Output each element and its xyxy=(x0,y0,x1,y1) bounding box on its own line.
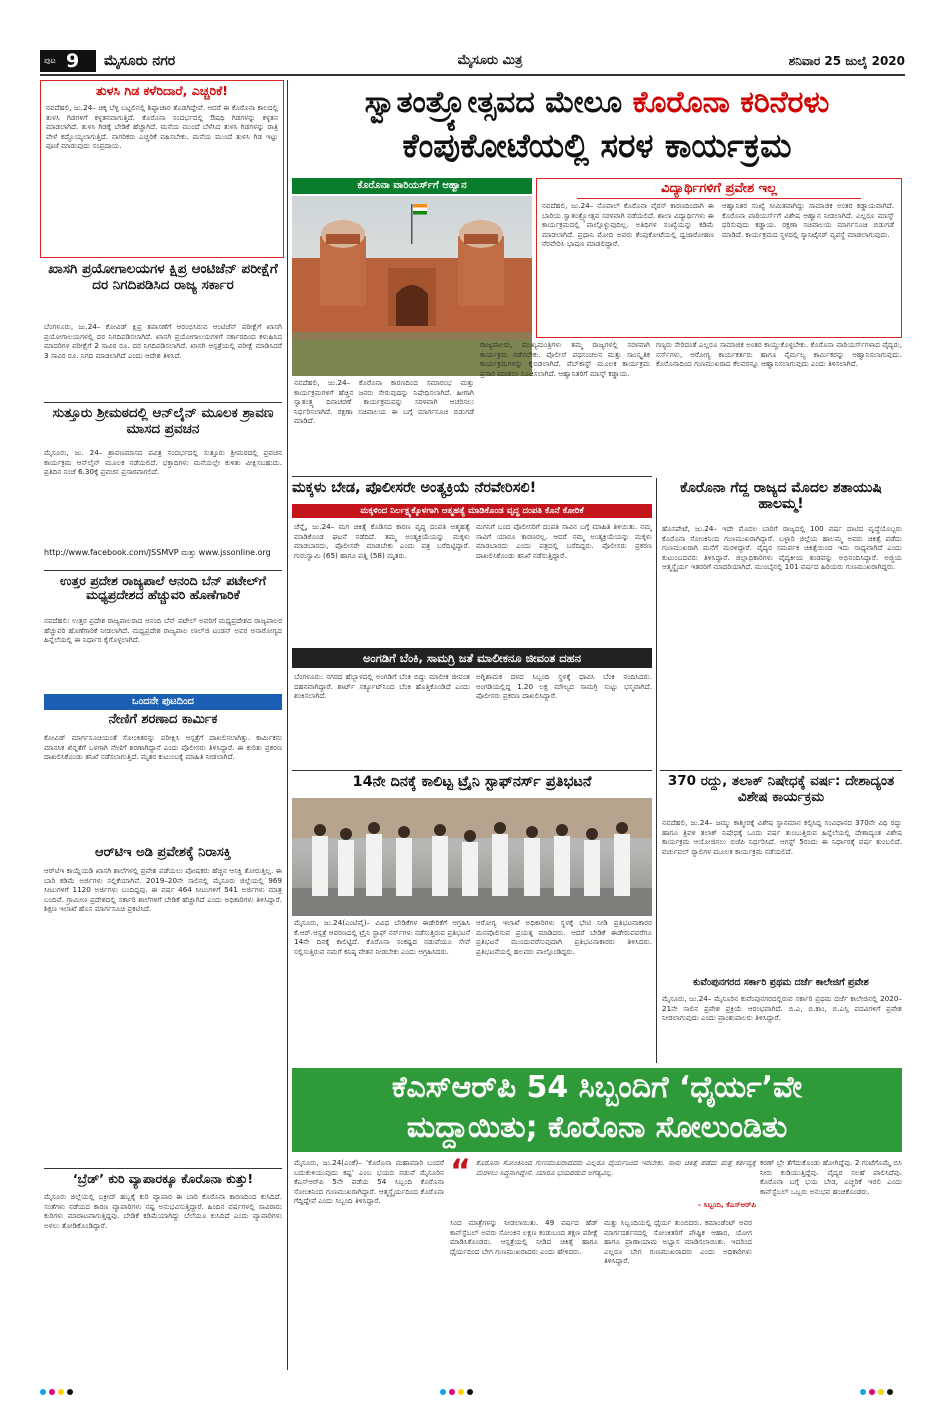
nurses-drawing xyxy=(292,798,652,916)
mid-divider xyxy=(292,770,652,771)
story-centenarian-headline: ಕೊರೊನಾ ಗೆದ್ದ ರಾಜ್ಯದ ಮೊದಲ ಶತಾಯುಷಿ ಹಾಲಮ್ಮ! xyxy=(680,480,882,513)
masthead xyxy=(40,50,905,72)
page-number-badge xyxy=(40,50,96,72)
story-suttur-body: ಮೈಸೂರು, ಜು. 24– ಶ್ರಾವಣಮಾಸದ ಪವಿತ್ರ ಸಂದರ್ಭದಲ್ಲಿ ಸುತ್ತೂರು ಶ್ರೀಮಠದಲ್ಲಿ ಪ್ರವಚನ ಕಾರ್ಯಕ್ರಮ ಆನ್‌ಲೈನ್ ಮೂಲಕ ನಡೆಯಲಿದೆ. ಭಕ್ತಾದಿಗಳು ಮನೆಯಲ್ಲೇ ಕುಳಿತು ವೀಕ್ಷಿಸಬಹುದು. ಪ್ರತಿದಿನ ಸಂಜೆ 6.30ಕ್ಕೆ ಪ್ರವಚನ ಪ್ರಸಾರವಾಗಲಿದೆ. xyxy=(44,448,282,477)
story-antigen-body: ಬೆಂಗಳೂರು, ಜು.24– ಕೋವಿಡ್ ಕ್ಷಿಪ್ರ ತಪಾಸಣೆಗೆ ಆರಂಭಿಸಿರುವ ಆಂಟಿಜೆನ್ ಪರೀಕ್ಷೆಗೆ ಖಾಸಗಿ ಪ್ರಯೋಗಾಲಯಗಳಲ್ಲಿ ದರ ನಿಗದಿಪಡಿಸಲಾಗಿದೆ. ಖಾಸಗಿ ಪ್ರಯೋಗಾಲಯಗಳಿಗೆ ಸರ್ಕಾರದಿಂದ ಕಳುಹಿಸಿದ ಮಾದರಿಗಳ ಪರೀಕ್ಷೆಗೆ 2 ಸಾವಿರ ರೂ. ದರ ನಿಗದಿಪಡಿಸಲಾಗಿದೆ. ಖಾಸಗಿ ಆಸ್ಪತ್ರೆಯಲ್ಲಿ ಪರೀಕ್ಷೆ ಮಾಡಿಸಿದರೆ 3 ಸಾವಿರ ರೂ. ನಿಗದಿ ಮಾಡಲಾಗಿದೆ ಎಂದು ಆದೇಶ ತಿಳಿಸಿದೆ. xyxy=(44,322,282,360)
story-suttur-headline: ಸುತ್ತೂರು ಶ್ರೀಮಠದಲ್ಲಿ ಆನ್‌ಲೈನ್ ಮೂಲಕ ಶ್ರಾವಣ ಮಾಸದ ಪ್ರವಚನ xyxy=(52,406,274,437)
story-up-governor-headline: ಉತ್ತರ ಪ್ರದೇಶ ರಾಜ್ಯಪಾಲೆ ಆನಂದಿ ಬೆನ್ ಪಟೇಲ್‌ಗೆ ಮಧ್ಯಪ್ರದೇಶದ ಹೆಚ್ಚುವರಿ ಹೊಣೆಗಾರಿಕೆ xyxy=(60,574,266,603)
quote-mark-icon: “ xyxy=(450,1152,472,1190)
column-rule-left xyxy=(287,80,288,1370)
lead-headline-part1: ಸ್ವಾತಂತ್ರ್ಯೋತ್ಸವದ ಮೇಲೂ xyxy=(364,85,623,120)
story-nurses-body-2: ಆರೋಗ್ಯ ಇಲಾಖೆ ಅಧಿಕಾರಿಗಳು ಸ್ಥಳಕ್ಕೆ ಭೇಟಿ ನೀಡಿ ಪ್ರತಿಭಟನಾಕಾರರ ಮನವೊಲಿಸುವ ಪ್ರಯತ್ನ ಮಾಡಿದರು. ಆದರೆ ಬೇಡಿಕೆ ಈಡೇರುವವರೆಗೂ ಪ್ರತಿಭಟನೆ ಮುಂದುವರೆಸುವುದಾಗಿ ಪ್ರತಿಭಟನಾಕಾರರು ತಿಳಿಸಿದರು. ಪ್ರತಿಭಟನೆಯಲ್ಲಿ ಹಲವರು ಪಾಲ್ಗೊಂಡಿದ್ದರು. xyxy=(476,918,652,956)
left-divider-1 xyxy=(44,402,282,403)
story-elderly-body-1: ಚೆನ್ನೈ, ಜು.24– ಮಗ ಚಿಕಿತ್ಸೆ ಕೊಡಿಸದ ಕಾರಣ ವೃದ್ಧ ದಂಪತಿ ಆತ್ಮಹತ್ಯೆ ಮಾಡಿಕೊಂಡ ಘಟನೆ ನಡೆದಿದೆ. ತಮ್ಮ ಅಂತ್ಯಕ್ರಿಯೆಯನ್ನು ಮಕ್ಕಳು ಮಾಡಬಾರದು, ಪೊಲೀಸರೇ ಮಾಡಬೇಕು ಎಂದು ಪತ್ರ ಬರೆದಿಟ್ಟಿದ್ದಾರೆ. ಗುರುಸ್ವಾಮಿ (65) ಹಾಗೂ ಪತ್ನಿ (58) ಮೃತರು. xyxy=(294,522,470,560)
story-bakrid-body: ಮೈಸೂರು ಜಿಲ್ಲೆಯಲ್ಲಿ ಬಕ್ರೀದ್ ಹಬ್ಬಕ್ಕೆ ಕುರಿ ವ್ಯಾಪಾರ ಈ ಬಾರಿ ಕೊರೊನಾ ಕಾರಣದಿಂದ ಕುಸಿದಿದೆ. ಸಂತೆಗಳು ನಡೆಯದ ಕಾರಣ ವ್ಯಾಪಾರಿಗಳು ನಷ್ಟ ಅನುಭವಿಸುತ್ತಿದ್ದಾರೆ. ಹಿಂದಿನ ವರ್ಷಗಳಲ್ಲಿ ಸಾವಿರಾರು ಕುರಿಗಳು ಮಾರಾಟವಾಗುತ್ತಿದ್ದವು. ಬೇಡಿಕೆ ಕಡಿಮೆಯಾಗಿದ್ದು ಬೆಲೆಯೂ ಕುಸಿದಿದೆ ಎಂದು ವ್ಯಾಪಾರಿಗಳು ಅಳಲು ತೋಡಿಕೊಂಡಿದ್ದಾರೆ. xyxy=(44,1192,282,1230)
tulasi-title: ತುಳಸಿ ಗಿಡ ಕಳೆರಿದಾರೆ, ಎಚ್ಚರಿಕೆ! xyxy=(41,81,283,101)
story-nurses-headline: 14ನೇ ದಿನಕ್ಕೆ ಕಾಲಿಟ್ಟ ಟ್ರೈನಿ ಸ್ಟಾಫ್‌ನರ್ಸ್ ಪ್ರತಿಭಟನೆ xyxy=(352,774,592,790)
story-worker-body: ಕೋವಿಡ್ ಮಾರ್ಗಸೂಚಿಯಂತೆ ಸೋಂಕಿತರನ್ನು ಪರೀಕ್ಷಿಸಿ ಆಸ್ಪತ್ರೆಗೆ ದಾಖಲಿಸಲಾಗಿತ್ತು. ಕಾರ್ಮಿಕನು ಮಾನಸಿಕ ಖಿನ್ನತೆಗೆ ಒಳಗಾಗಿ ನೇಣಿಗೆ ಶರಣಾಗಿದ್ದಾನೆ ಎಂದು ಪೊಲೀಸರು ತಿಳಿಸಿದ್ದಾರೆ. ಈ ಕುರಿತು ಪ್ರಕರಣ ದಾಖಲಿಸಿಕೊಂಡು ತನಿಖೆ ನಡೆಸಲಾಗುತ್ತಿದೆ. ಮೃತರ ಕುಟುಂಬಕ್ಕೆ ಮಾಹಿತಿ ನೀಡಲಾಗಿದೆ. xyxy=(44,733,282,762)
students-box-title: ವಿದ್ಯಾರ್ಥಿಗಳಿಗೆ ಪ್ರವೇಶ ಇಲ್ಲ xyxy=(577,179,861,199)
footer-color-dots-left xyxy=(40,1380,76,1399)
ksrp-headline-line2: ಮದ್ದಾಯಿತು; ಕೊರೊನಾ ಸೋಲುಂಡಿತು xyxy=(406,1110,788,1145)
lead-headline-part2: ಕೊರೊನಾ ಕರಿನೆರಳು xyxy=(632,85,830,120)
story-fire-body-1: ಬೆಂಗಳೂರು: ನಗರದ ಹೆಬ್ಬಾಳದಲ್ಲಿ ಅಂಗಡಿಗೆ ಬೆಂಕಿ ಬಿದ್ದು ಮಾಲೀಕ ಜೀವಂತ ದಹನವಾಗಿದ್ದಾರೆ. ಶಾರ್ಟ್ ಸರ್ಕ್ಯೂಟ್‌ನಿಂದ ಬೆಂಕಿ ಹೊತ್ತಿಕೊಂಡಿದೆ ಎಂದು ಶಂಕಿಸಲಾಗಿದೆ. xyxy=(294,672,470,701)
lead-body-col3: ಗಣ್ಯರು ಸೇರಿದಂತೆ ಎಲ್ಲರೂ ಸಾಮಾಜಿಕ ಅಂತರ ಕಾಯ್ದುಕೊಳ್ಳಬೇಕು. ಕೊರೊನಾ ವಾರಿಯರ್ಸ್‌ಗಳಾದ ವೈದ್ಯರು, ನರ್ಸ್‌ಗಳು, ಆರೋಗ್ಯ ಕಾರ್ಯಕರ್ತರು ಹಾಗೂ ನೈರ್ಮಲ್ಯ ಕಾರ್ಮಿಕರನ್ನು ಆಹ್ವಾನಿಸಲಾಗುವುದು. ಕೊರೊನಾದಿಂದ ಗುಣಮುಖರಾದ ಕೆಲವರನ್ನೂ ಆಹ್ವಾನಿಸಲಾಗುವುದು ಎಂದು ತಿಳಿಸಲಾಗಿದೆ. xyxy=(656,340,902,369)
story-worker-headline: ನೇಣಿಗೆ ಶರಣಾದ ಕಾರ್ಮಿಕ xyxy=(108,713,218,727)
right-divider xyxy=(660,770,902,771)
ksrp-headline-line1: ಕೆಎಸ್‌ಆರ್‌ಪಿ 54 ಸಿಬ್ಬಂದಿಗೆ ‘ಧೈರ್ಯ’ವೇ xyxy=(391,1070,803,1105)
photo-banner: ಕೊರೊನಾ ವಾರಿಯರ್ಸ್‌ಗೆ ಆಹ್ವಾನ xyxy=(292,178,532,194)
tulasi-body: ನವದೆಹಲಿ, ಜು.24– ಚಿಕ್ಕ ಬೆಳ್ಳಿ ಬಟ್ಟಲಿನಲ್ಲಿ ಶಿಷ್ಟಾಚಾರ ತೊಡಗಿದ್ದೇವೆ. ಆದರೆ ಈ ಕೊರೊನಾ ಕಾಲದಲ್ಲಿ ತುಳಸಿ ಗಿಡಗಳಿಗೆ ಕಳ್ಳತನವಾಗುತ್ತಿದೆ. ಕೊರೊನಾ ಸಂದರ್ಭದಲ್ಲಿ ಔಷಧಿ ಗಿಡಗಳನ್ನು ಕಳ್ಳತನ ಮಾಡಲಾಗಿದೆ. ತುಳಸಿ ಗಿಡಕ್ಕೆ ಬೇಡಿಕೆ ಹೆಚ್ಚಾಗಿದೆ. ಮನೆಯ ಮುಂದೆ ಬೆಳೆಸಿದ ತುಳಸಿ ಗಿಡಗಳನ್ನು ರಾತ್ರಿ ವೇಳೆ ಕದ್ದೊಯ್ಯಲಾಗುತ್ತಿದೆ. ನಾಗರಿಕರು ಎಚ್ಚರಿಕೆ ವಹಿಸಬೇಕು. ಮನೆಯ ಮುಂದೆ ತುಳಸಿ ಗಿಡ ಇಟ್ಟು ಪೂಜೆ ಮಾಡುವುದು ಸಂಪ್ರದಾಯ. xyxy=(46,103,278,151)
color-dot xyxy=(58,1389,64,1395)
color-dot xyxy=(860,1389,866,1395)
nurses-photo xyxy=(292,798,652,916)
ksrp-quote-attribution: – ಸಿಬ್ಬಂದಿ, ಕೆಎಸ್‌ಆರ್‌ಪಿ xyxy=(697,1200,756,1209)
page-number: 9 xyxy=(66,50,80,72)
lead-headline-line2: ಕೆಂಪುಕೋಟೆಯಲ್ಲಿ ಸರಳ ಕಾರ್ಯಕ್ರಮ xyxy=(402,126,792,165)
color-dot xyxy=(887,1389,893,1395)
page-label: ಪುಟ xyxy=(44,56,56,65)
ksrp-body-col2: ಸಿಂದ ಮಾತ್ರೆಗಳನ್ನು ನೀಡಲಾಯಿತು. 49 ವರ್ಷದ ಹೆಡ್ ಕಾನ್‌ಸ್ಟೆಬಲ್ ಅವರು ಸೋಂಕಿನ ಲಕ್ಷಣ ಕಂಡುಬಂದ ತಕ್ಷಣ ಪರೀಕ್ಷೆ ಮಾಡಿಸಿಕೊಂಡರು. ಆಸ್ಪತ್ರೆಯಲ್ಲಿ ನೀಡಿದ ಚಿಕಿತ್ಸೆ ಹಾಗೂ ಧೈರ್ಯದಿಂದ ಬೇಗ ಗುಣಮುಖರಾದರು ಎಂದು ಹೇಳಿದರು. xyxy=(450,1218,598,1256)
students-box xyxy=(536,178,902,338)
story-bakrid-headline: ‘ಬ್ರೆಡ್’ ಕುರಿ ವ್ಯಾಪಾರಕ್ಕೂ ಕೊರೊನಾ ಕುತ್ತು! xyxy=(72,1172,254,1186)
students-box-body-2: ಆಹ್ವಾನಿತರ ಸಂಖ್ಯೆ ಸೀಮಿತವಾಗಿದ್ದು ಸಾಮಾಜಿಕ ಅಂತರ ಕಡ್ಡಾಯವಾಗಿದೆ. ಕೊರೊನಾ ವಾರಿಯರ್ಸ್‌ಗೆ ವಿಶೇಷ ಆಹ್ವಾನ ನೀಡಲಾಗಿದೆ. ಎಲ್ಲರೂ ಮಾಸ್ಕ್ ಧರಿಸುವುದು ಕಡ್ಡಾಯ. ರಕ್ಷಣಾ ಸಚಿವಾಲಯ ಮಾರ್ಗಸೂಚಿ ಬಿಡುಗಡೆ ಮಾಡಿದೆ. ಕಾರ್ಯಕ್ರಮದ ಸ್ಥಳದಲ್ಲಿ ಸ್ಯಾನಿಟೈಸರ್ ವ್ಯವಸ್ಥೆ ಮಾಡಲಾಗುವುದು. xyxy=(722,201,894,239)
section-name: ಮೈಸೂರು ನಗರ xyxy=(104,53,176,69)
story-suttur-links[interactable]: http://www.facebook.com/JSSMVP ಮತ್ತು www.jssonline.org xyxy=(44,548,271,557)
story-college-body: ಮೈಸೂರು, ಜು.24– ಮೈಸೂರಿನ ಕುವೆಂಪುನಗರದಲ್ಲಿರುವ ಸರ್ಕಾರಿ ಪ್ರಥಮ ದರ್ಜೆ ಕಾಲೇಜಿನಲ್ಲಿ 2020–21ನೇ ಸಾಲಿನ ಪ್ರವೇಶ ಪ್ರಕ್ರಿಯೆ ಆರಂಭವಾಗಿದೆ. ಬಿ.ಎ, ಬಿ.ಕಾಂ, ಬಿ.ಎಸ್ಸಿ ಪದವಿಗಳಿಗೆ ಪ್ರವೇಶ ನೀಡಲಾಗುವುದು ಎಂದು ಪ್ರಾಂಶುಪಾಲರು ತಿಳಿಸಿದ್ದಾರೆ. xyxy=(662,994,902,1023)
story-fire-headline: ಅಂಗಡಿಗೆ ಬೆಂಕಿ, ಸಾಮಗ್ರಿ ಜತೆ ಮಾಲೀಕನೂ ಜೀವಂತ ದಹನ xyxy=(292,648,652,668)
left-divider-2 xyxy=(44,570,282,571)
footer-color-dots-right xyxy=(860,1380,896,1399)
lead-body-col2: ರಾಜ್ಯಪಾಲರು, ಮುಖ್ಯಮಂತ್ರಿಗಳು ತಮ್ಮ ರಾಜ್ಯಗಳಲ್ಲಿ ಸರಳವಾಗಿ ಕಾರ್ಯಕ್ರಮ ನಡೆಸಬೇಕು. ಪೊಲೀಸ್ ಪಥಸಂಚಲನ ಮತ್ತು ಸಾಂಸ್ಕೃತಿಕ ಕಾರ್ಯಕ್ರಮಗಳನ್ನು ಕೈಬಿಡಲಾಗಿದೆ. ವೆಬ್‌ಕಾಸ್ಟ್ ಮೂಲಕ ಕಾರ್ಯಕ್ರಮ ಪ್ರಸಾರ ಮಾಡಲು ಸೂಚಿಸಲಾಗಿದೆ. ಆಹ್ವಾನಿತರಿಗೆ ಮಾಸ್ಕ್ ಕಡ್ಡಾಯ. xyxy=(480,340,650,378)
story-fire-body-2: ಅಗ್ನಿಶಾಮಕ ದಳದ ಸಿಬ್ಬಂದಿ ಸ್ಥಳಕ್ಕೆ ಧಾವಿಸಿ ಬೆಂಕಿ ನಂದಿಸಿದರು. ಅಂಗಡಿಯಲ್ಲಿದ್ದ 1.20 ಲಕ್ಷ ಮೌಲ್ಯದ ಸಾಮಗ್ರಿ ಸುಟ್ಟು ಭಸ್ಮವಾಗಿದೆ. ಪೊಲೀಸರು ಪ್ರಕರಣ ದಾಖಲಿಸಿದ್ದಾರೆ. xyxy=(476,672,652,701)
story-370-body: ನವದೆಹಲಿ, ಜು.24– ಜಮ್ಮು ಕಾಶ್ಮೀರಕ್ಕೆ ವಿಶೇಷ ಸ್ಥಾನಮಾನ ಕಲ್ಪಿಸಿದ್ದ ಸಂವಿಧಾನದ 370ನೇ ವಿಧಿ ರದ್ದು ಹಾಗೂ ತ್ರಿವಳಿ ತಲಾಕ್ ನಿಷೇಧಕ್ಕೆ ಒಂದು ವರ್ಷ ತುಂಬುತ್ತಿರುವ ಹಿನ್ನೆಲೆಯಲ್ಲಿ ದೇಶಾದ್ಯಂತ ವಿಶೇಷ ಕಾರ್ಯಕ್ರಮ ಆಯೋಜಿಸಲು ಬಿಜೆಪಿ ನಿರ್ಧರಿಸಿದೆ. ಆಗಸ್ಟ್ 5ರಂದು ಈ ನಿರ್ಧಾರಕ್ಕೆ ವರ್ಷ ತುಂಬಲಿದೆ. ವರ್ಚುವಲ್ ರ‍್ಯಾಲಿಗಳ ಮೂಲಕ ಕಾರ್ಯಕ್ರಮ ನಡೆಯಲಿದೆ. xyxy=(662,818,902,856)
story-370-headline: 370 ರದ್ದು, ತಲಾಕ್ ನಿಷೇಧಕ್ಕೆ ವರ್ಷ: ದೇಶಾದ್ಯಂತ ವಿಶೇಷ ಕಾರ್ಯಕ್ರಮ xyxy=(667,774,895,805)
ksrp-headline-banner xyxy=(292,1068,902,1152)
story-elderly-subhead: ಮಕ್ಕಳಿಂದ ನಿರ್ಲಕ್ಷ್ಯಕ್ಕೊಳಗಾಗಿ ಆತ್ಮಹತ್ಯೆ ಮಾಡಿಕೊಂಡ ವೃದ್ಧ ದಂಪತಿ ಕೊನೆ ಕೋರಿಕೆ xyxy=(292,504,652,518)
color-dot xyxy=(449,1389,455,1395)
story-rte-headline: ಆರ್‌ಟಿಇ ಅಡಿ ಪ್ರವೇಶಕ್ಕೆ ನಿರಾಸಕ್ತಿ xyxy=(95,846,231,860)
color-dot xyxy=(458,1389,464,1395)
continued-label: ಒಂದನೇ ಪುಟದಿಂದ xyxy=(44,694,282,710)
story-antigen-headline: ಖಾಸಗಿ ಪ್ರಯೋಗಾಲಯಗಳ ಕ್ಷಿಪ್ರ ಆಂಟಿಜೆನ್ ಪರೀಕ್ಷೆಗೆ ದರ ನಿಗದಿಪಡಿಸಿದ ರಾಜ್ಯ ಸರ್ಕಾರ xyxy=(48,262,278,293)
paper-name: ಮೈಸೂರು ಮಿತ್ರ xyxy=(457,53,523,68)
story-elderly-body-2: ಮಗನಿಗೆ ಬಂದ ಪೊಲೀಸರಿಗೆ ದಂಪತಿ ಸಾವಿನ ಬಗ್ಗೆ ಮಾಹಿತಿ ತಿಳಿಯಿತು. ನಮ್ಮ ಸಾವಿಗೆ ಯಾರೂ ಕಾರಣರಲ್ಲ. ಆದರೆ ನಮ್ಮ ಅಂತ್ಯಕ್ರಿಯೆಯನ್ನು ಮಕ್ಕಳು ಮಾಡಬಾರದು ಎಂದು ಪತ್ರದಲ್ಲಿ ಬರೆದಿದ್ದರು. ಪೊಲೀಸರು ಪ್ರಕರಣ ದಾಖಲಿಸಿಕೊಂಡು ತನಿಖೆ ನಡೆಸುತ್ತಿದ್ದಾರೆ. xyxy=(476,522,652,560)
masthead-rule xyxy=(40,74,905,76)
ksrp-body-col1: ಮೈಸೂರು, ಜು.24(ಎಂಕೆ)– ‘ಕೊರೊನಾ ಮಹಾಮಾರಿ ಬಂದರೆ ಬದುಕುಳಿಯುವುದು ಕಷ್ಟ’ ಎಂಬ ಭಯದ ನಡುವೆ ಮೈಸೂರಿನ ಕೆಎಸ್‌ಆರ್‌ಪಿ 5ನೇ ಪಡೆಯ 54 ಸಿಬ್ಬಂದಿ ಕೊರೊನಾ ಸೋಂಕಿನಿಂದ ಗುಣಮುಖರಾಗಿದ್ದಾರೆ. ಆತ್ಮಸ್ಥೈರ್ಯದಿಂದ ಕೊರೊನಾ ಗೆದ್ದಿದ್ದೇವೆ ಎಂದು ಸಿಬ್ಬಂದಿ ತಿಳಿಸಿದ್ದಾರೆ. xyxy=(294,1158,444,1206)
story-nurses-body-1: ಮೈಸೂರು, ಜು.24(ಎಂಟಿವೈ)– ವಿವಿಧ ಬೇಡಿಕೆಗಳ ಈಡೇರಿಕೆಗೆ ಆಗ್ರಹಿಸಿ ಕೆ.ಆರ್.ಆಸ್ಪತ್ರೆ ಆವರಣದಲ್ಲಿ ಟ್ರೈನಿ ಸ್ಟಾಫ್ ನರ್ಸ್‌ಗಳು ನಡೆಸುತ್ತಿರುವ ಪ್ರತಿಭಟನೆ 14ನೇ ದಿನಕ್ಕೆ ಕಾಲಿಟ್ಟಿದೆ. ಕೊರೊನಾ ಸಂಕಷ್ಟದ ನಡುವೆಯೂ ಸೇವೆ ಸಲ್ಲಿಸುತ್ತಿರುವ ನಮಗೆ ಕನಿಷ್ಠ ವೇತನ ನೀಡಬೇಕು ಎಂದು ಆಗ್ರಹಿಸಿದರು. xyxy=(294,918,470,956)
ksrp-quote-text: ಕೊರೊನಾ ಸೋಂಕಿನಿಂದ ಗುಣಮುಖರಾದವರು ಎಲ್ಲರೂ ಧೈರ್ಯದಿಂದ ಇರಬೇಕು. ನಾನು ಚಿಕಿತ್ಸೆ ಪಡೆದು ಮತ್ತೆ ಕರ್ತವ್ಯಕ್ಕೆ ಮರಳಲು ಸಿದ್ಧನಾಗಿದ್ದೇನೆ. ಯಾರೂ ಭಯಪಡುವ ಅಗತ್ಯವಿಲ್ಲ. xyxy=(476,1158,756,1177)
ksrp-quote-box xyxy=(450,1152,756,1214)
footer-color-dots-center xyxy=(440,1380,476,1399)
color-dot xyxy=(467,1389,473,1395)
color-dot xyxy=(40,1389,46,1395)
tulasi-box xyxy=(40,80,284,258)
story-up-governor-body: ನವದೆಹಲಿ: ಉತ್ತರ ಪ್ರದೇಶ ರಾಜ್ಯಪಾಲರಾದ ಆನಂದಿ ಬೆನ್ ಪಟೇಲ್ ಅವರಿಗೆ ಮಧ್ಯಪ್ರದೇಶದ ರಾಜ್ಯಪಾಲರ ಹೆಚ್ಚುವರಿ ಹೊಣೆಗಾರಿಕೆ ನೀಡಲಾಗಿದೆ. ಮಧ್ಯಪ್ರದೇಶ ರಾಜ್ಯಪಾಲ ಲಾಲ್‌ಜಿ ಟಂಡನ್ ಅವರ ಅನಾರೋಗ್ಯದ ಹಿನ್ನೆಲೆಯಲ್ಲಿ ಈ ನಿರ್ಧಾರ ಕೈಗೊಳ್ಳಲಾಗಿದೆ. xyxy=(44,616,282,645)
color-dot xyxy=(49,1389,55,1395)
column-rule-right xyxy=(656,478,657,1063)
lead-bottom-rule xyxy=(292,476,652,477)
ksrp-body-col3: ಮತ್ತು ಸಿಬ್ಬಂದಿಯಲ್ಲಿ ಧೈರ್ಯ ತುಂಬಿದರು. ಕಮಾಂಡೆಂಟ್ ಅವರ ಮಾರ್ಗದರ್ಶನದಲ್ಲಿ ಸೋಂಕಿತರಿಗೆ ಪೌಷ್ಟಿಕ ಆಹಾರ, ಯೋಗ ಹಾಗೂ ಪ್ರಾಣಾಯಾಮ ಅಭ್ಯಾಸ ಮಾಡಿಸಲಾಯಿತು. ಇದರಿಂದ ಎಲ್ಲರೂ ಬೇಗ ಗುಣಮುಖರಾದರು ಎಂದು ಅಧಿಕಾರಿಗಳು ತಿಳಿಸಿದ್ದಾರೆ. xyxy=(604,1218,752,1266)
color-dot xyxy=(440,1389,446,1395)
color-dot xyxy=(869,1389,875,1395)
ksrp-body-col4: ಕರಣ್ ಬ್ರೇ ತೆಗೆದುಕೊಂಡು ಹೋಗಿದ್ದೆವು. 2 ಗಂಟೆಗೊಮ್ಮೆ ಬಿಸಿ ನೀರು ಕುಡಿಯುತ್ತಿದ್ದೆವು. ವೈದ್ಯರ ಸಲಹೆ ಪಾಲಿಸಿದೆವು. ಕೊರೊನಾ ಬಗ್ಗೆ ಭಯ ಬೇಡ, ಎಚ್ಚರಿಕೆ ಇರಲಿ ಎಂದು ಕಾನ್‌ಸ್ಟೆಬಲ್ ಒಬ್ಬರು ಅನುಭವ ಹಂಚಿಕೊಂಡರು. xyxy=(760,1158,902,1196)
lead-body-col1: ನವದೆಹಲಿ, ಜು.24– ಕೊರೊನಾ ಕಾರಣದಿಂದ ಸಮಾರಂಭ ಮತ್ತು ಕಾರ್ಯಕ್ರಮಗಳಿಗೆ ಹೆಚ್ಚಿನ ಜನರು ಸೇರುವುದನ್ನು ನಿಷೇಧಿಸಲಾಗಿದೆ. ಹೀಗಾಗಿ ಸ್ವಾತಂತ್ರ್ಯ ದಿನಾಚರಣೆ ಕಾರ್ಯಕ್ರಮವನ್ನು ಸರಳವಾಗಿ ಆಚರಿಸಲು ನಿರ್ಧರಿಸಲಾಗಿದೆ. ರಕ್ಷಣಾ ಸಚಿವಾಲಯ ಈ ಬಗ್ಗೆ ಮಾರ್ಗಸೂಚಿ ಬಿಡುಗಡೆ ಮಾಡಿದೆ. xyxy=(294,378,474,426)
color-dot xyxy=(878,1389,884,1395)
left-divider-3 xyxy=(44,1168,282,1169)
story-rte-body: ಆರ್‌ಟಿಇ ಕಾಯ್ದೆಯಡಿ ಖಾಸಗಿ ಶಾಲೆಗಳಲ್ಲಿ ಪ್ರವೇಶ ಪಡೆಯಲು ಪೋಷಕರು ಹೆಚ್ಚಿನ ಆಸಕ್ತಿ ತೋರುತ್ತಿಲ್ಲ. ಈ ಬಾರಿ ಕಡಿಮೆ ಅರ್ಜಿಗಳು ಸಲ್ಲಿಕೆಯಾಗಿವೆ. 2019–20ನೇ ಸಾಲಿನಲ್ಲಿ ಮೈಸೂರು ಜಿಲ್ಲೆಯಲ್ಲಿ 969 ಸೀಟುಗಳಿಗೆ 1120 ಅರ್ಜಿಗಳು ಬಂದಿದ್ದವು. ಈ ವರ್ಷ 464 ಸೀಟುಗಳಿಗೆ 541 ಅರ್ಜಿಗಳು ಮಾತ್ರ ಬಂದಿವೆ. ಗ್ರಾಮೀಣ ಪ್ರದೇಶದಲ್ಲಿ ಸರ್ಕಾರಿ ಶಾಲೆಗಳಿಗೆ ಬೇಡಿಕೆ ಹೆಚ್ಚಾಗಿದೆ ಎಂದು ಅಧಿಕಾರಿಗಳು ತಿಳಿಸಿದ್ದಾರೆ. ಶಿಕ್ಷಣ ಇಲಾಖೆ ಹೊಸ ಮಾರ್ಗಸೂಚಿ ಪ್ರಕಟಿಸಿದೆ. xyxy=(44,866,282,914)
story-college-headline: ಕುವೆಂಪುನಗರದ ಸರ್ಕಾರಿ ಪ್ರಥಮ ದರ್ಜೆ ಕಾಲೇಜಿಗೆ ಪ್ರವೇಶ xyxy=(693,978,869,988)
issue-date: ಶನಿವಾರ 25 ಜುಲೈ 2020 xyxy=(788,54,905,68)
students-box-body: ನವದೆಹಲಿ, ಜು.24– ನೊವಾಲ್ ಕೊರೊನಾ ವೈರಸ್ ಕಾರಣದಿಂದಾಗಿ ಈ ಬಾರಿಯ ಸ್ವಾತಂತ್ರ್ಯೋತ್ಸವ ಸರಳವಾಗಿ ನಡೆಯಲಿದೆ. ಶಾಲಾ ವಿದ್ಯಾರ್ಥಿಗಳು ಈ ಕಾರ್ಯಕ್ರಮದಲ್ಲಿ ಪಾಲ್ಗೊಳ್ಳುವುದಿಲ್ಲ. ಅತಿಥಿಗಳ ಸಂಖ್ಯೆಯನ್ನು ಕಡಿಮೆ ಮಾಡಲಾಗಿದೆ. ಪ್ರಧಾನಿ ಮೋದಿ ಅವರು ಕೆಂಪುಕೋಟೆಯಲ್ಲಿ ಧ್ವಜಾರೋಹಣ ನೆರವೇರಿಸಿ ಭಾಷಣ ಮಾಡಲಿದ್ದಾರೆ. xyxy=(542,201,714,249)
story-centenarian-body: ಹೊಸಪೇಟೆ, ಜು.24– ಇದೇ ಮೊದಲ ಬಾರಿಗೆ ರಾಜ್ಯದಲ್ಲಿ 100 ವರ್ಷ ದಾಟಿದ ವೃದ್ಧೆಯೊಬ್ಬರು ಕೊರೊನಾ ಸೋಂಕಿನಿಂದ ಗುಣಮುಖರಾಗಿದ್ದಾರೆ. ಬಳ್ಳಾರಿ ಜಿಲ್ಲೆಯ ಹಾಲಮ್ಮ ಅವರು ಚಿಕಿತ್ಸೆ ಪಡೆದು ಗುಣಮುಖರಾಗಿ ಮನೆಗೆ ಮರಳಿದ್ದಾರೆ. ವೈದ್ಯರ ಸಮರ್ಪಕ ಚಿಕಿತ್ಸೆಯಿಂದ ಇದು ಸಾಧ್ಯವಾಗಿದೆ ಎಂದು ಕುಟುಂಬದವರು ತಿಳಿಸಿದ್ದಾರೆ. ಜಿಲ್ಲಾಧಿಕಾರಿಗಳು ವೈದ್ಯಕೀಯ ತಂಡವನ್ನು ಅಭಿನಂದಿಸಿದ್ದಾರೆ. ಅಜ್ಜಿಯ ಆತ್ಮಸ್ಥೈರ್ಯ ಇತರರಿಗೆ ಮಾದರಿಯಾಗಿದೆ. ಮುಂಬೈನಲ್ಲಿ 101 ವರ್ಷದ ಹಿರಿಯರು ಗುಣಮುಖರಾಗಿದ್ದರು. xyxy=(662,524,902,572)
color-dot xyxy=(67,1389,73,1395)
lead-headline xyxy=(292,82,902,172)
story-elderly-headline: ಮಕ್ಕಳು ಬೇಡ, ಪೊಲೀಸರೇ ಅಂತ್ಯಕ್ರಿಯೆ ನೆರವೇರಿಸಲಿ! xyxy=(292,480,537,496)
